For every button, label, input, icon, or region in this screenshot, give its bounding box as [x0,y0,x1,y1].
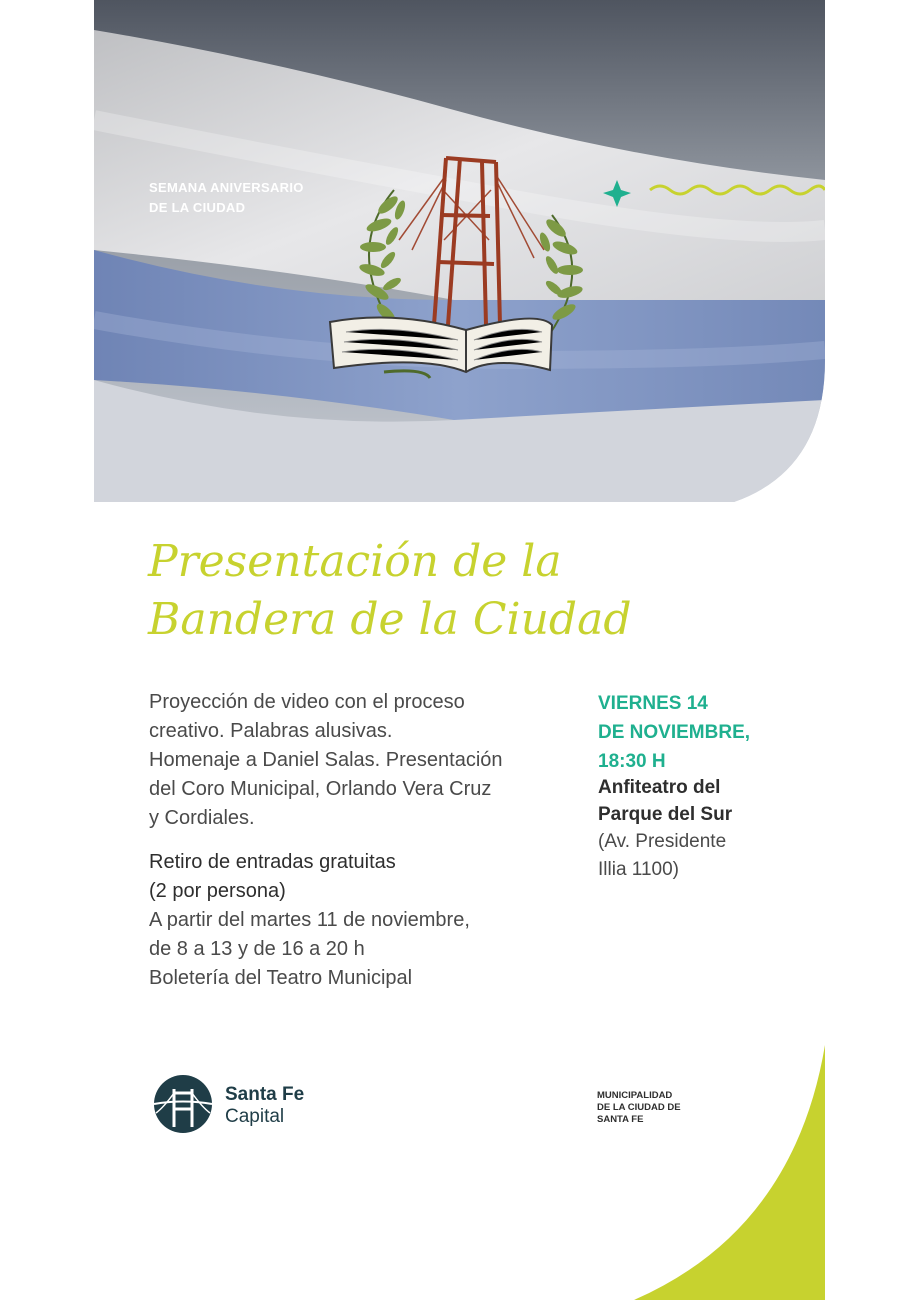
description-line: creativo. Palabras alusivas. [149,720,393,742]
santa-fe-logo-text [225,1084,304,1128]
kicker-line: DE LA CIUDAD [149,200,246,215]
event-time: 18:30 H [598,751,666,772]
logo-line: Capital [225,1106,285,1127]
tickets-line: Boletería del Teatro Municipal [149,967,413,989]
date-line: VIERNES 14 [598,693,708,714]
muni-line: SANTA FE [597,1114,644,1125]
tickets-line: de 8 a 13 y de 16 a 20 h [149,938,365,960]
muni-line: MUNICIPALIDAD [597,1090,673,1101]
date-line: DE NOVIEMBRE, [598,722,751,743]
venue-line: Anfiteatro del [598,777,721,798]
tickets-heading-line: Retiro de entradas gratuitas [149,851,396,873]
address-line: Illia 1100) [598,859,679,880]
tickets-line: A partir del martes 11 de noviembre, [149,909,470,931]
venue-line: Parque del Sur [598,804,733,825]
description-line: del Coro Municipal, Orlando Vera Cruz [149,778,492,800]
address-line: (Av. Presidente [598,831,727,852]
title-line: Presentación de la [148,536,562,587]
description-line: Homenaje a Daniel Salas. Presentación [149,749,503,771]
poster [94,0,825,1300]
description-line: Proyección de video con el proceso [149,691,465,713]
title-line: Bandera de la Ciudad [148,594,632,645]
municipality-label [597,1090,681,1126]
tickets-heading-line: (2 por persona) [149,880,286,902]
logo-line: Santa Fe [225,1084,305,1105]
santa-fe-logo-icon [148,1069,218,1139]
description-line: y Cordiales. [149,807,255,829]
kicker-line: SEMANA ANIVERSARIO [149,180,304,195]
muni-line: DE LA CIUDAD DE [597,1102,681,1113]
